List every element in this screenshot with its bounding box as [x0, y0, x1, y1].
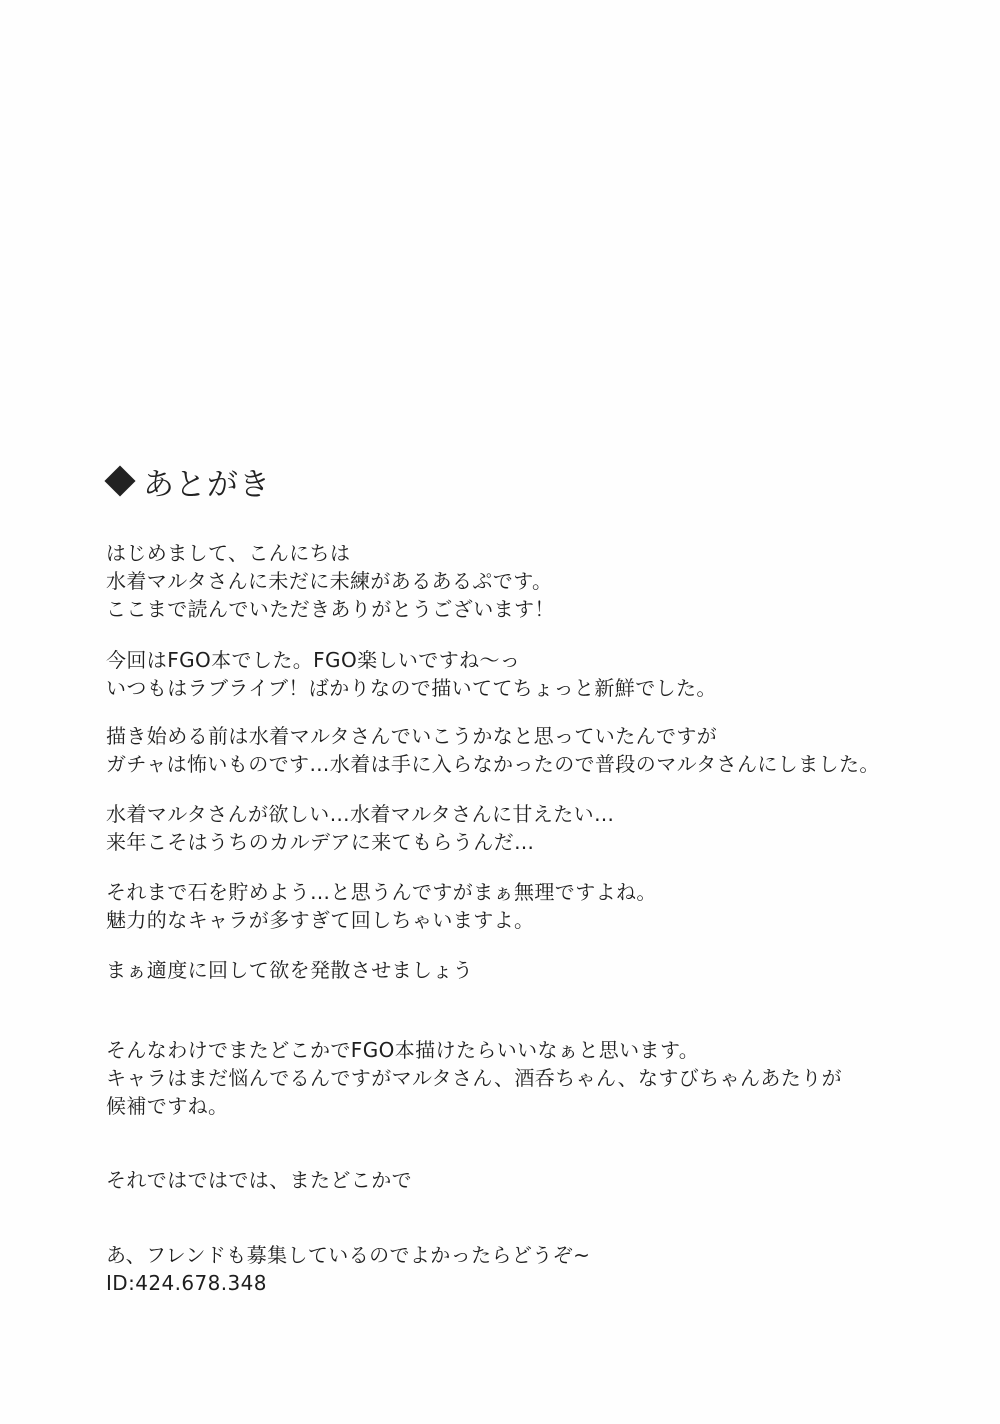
text-line: ガチャは怖いものです…水着は手に入らなかったので普段のマルタさんにしました。 — [106, 752, 880, 776]
text-line: まぁ適度に回して欲を発散させましょう — [106, 958, 474, 982]
text-line: あ、フレンドも募集しているのでよかったらどうぞ~ — [106, 1243, 591, 1267]
text-line: それまで石を貯めよう…と思うんですがまぁ無理ですよね。 — [106, 880, 657, 904]
text-line: 魅力的なキャラが多すぎて回しちゃいますよ。 — [106, 908, 535, 932]
text-line: 候補ですね。 — [106, 1094, 229, 1118]
text-line: 今回はFGO本でした。FGO楽しいですね〜っ — [106, 648, 521, 672]
text-line: 描き始める前は水着マルタさんでいこうかなと思っていたんですが — [106, 724, 718, 748]
text-line: ここまで読んでいただきありがとうございます！ — [106, 597, 555, 621]
text-line: はじめまして、こんにちは — [106, 541, 351, 565]
friend-id: ID:424.678.348 — [106, 1271, 267, 1295]
text-line: 水着マルタさんに未だに未練があるあるぷです。 — [106, 569, 553, 593]
heading-text: あとがき — [143, 466, 271, 503]
text-line: いつもはラブライブ！ばかりなので描いててちょっと新鮮でした。 — [106, 676, 717, 700]
afterword-heading — [104, 458, 271, 504]
text-line: それではではでは、またどこかで — [106, 1168, 412, 1192]
diamond-bullet-icon — [104, 465, 135, 496]
text-line: そんなわけでまたどこかでFGO本描けたらいいなぁと思います。 — [106, 1038, 700, 1062]
text-line: キャラはまだ悩んでるんですがマルタさん、酒呑ちゃん、なすびちゃんあたりが — [106, 1066, 842, 1090]
text-line: 来年こそはうちのカルデアに来てもらうんだ… — [106, 830, 535, 854]
text-line: 水着マルタさんが欲しい…水着マルタさんに甘えたい… — [106, 802, 615, 826]
